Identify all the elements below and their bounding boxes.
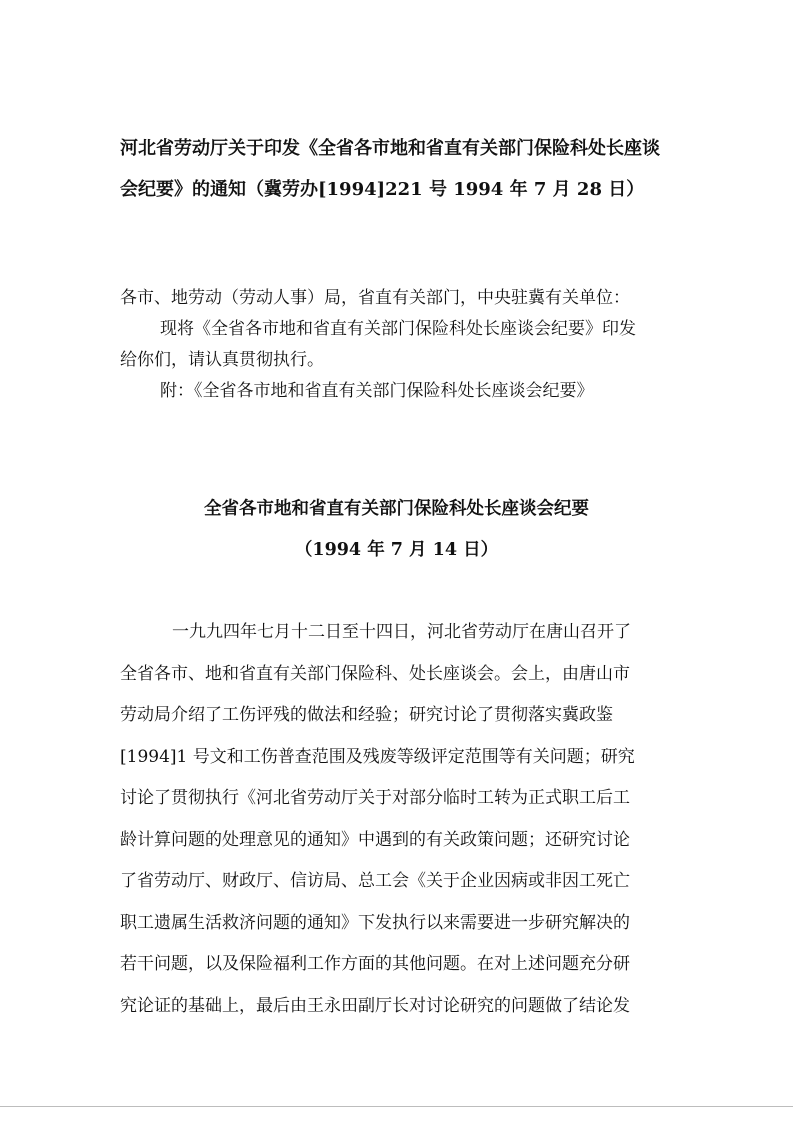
minutes-heading (0, 489, 793, 571)
body-line: 全省各市、地和省直有关部门保险科、处长座谈会。会上，由唐山市 (120, 663, 630, 684)
minutes-date: （1994 年 7 月 14 日） (294, 540, 499, 560)
body-line: [1994]1 号文和工伤普查范围及残废等级评定范围等有关问题；研究 (120, 746, 635, 767)
body-line: 了省劳动厅、财政厅、信访局、总工会《关于企业因病或非因工死亡 (120, 871, 630, 891)
body-line: 若干问题，以及保险福利工作方面的其他问题。在对上述问题充分研 (120, 954, 630, 974)
minutes-body (120, 612, 680, 1027)
document-title-line-2: 会纪要》的通知（冀劳办[1994]221 号 1994 年 7 月 28 日） (120, 179, 645, 200)
notice-paragraph-line-1: 现将《全省各市地和省直有关部门保险科处长座谈会纪要》印发 (160, 319, 636, 339)
notice-section (120, 283, 680, 407)
notice-attachment: 附：《全省各市地和省直有关部门保险科处长座谈会纪要》 (160, 381, 594, 401)
body-line: 劳动局介绍了工伤评残的做法和经验；研究讨论了贯彻落实冀政鉴 (120, 705, 613, 725)
body-line: 职工遗属生活救济问题的通知》下发执行以来需要进一步研究解决的 (120, 912, 630, 933)
page-bottom-divider (0, 1106, 793, 1107)
body-line: 究论证的基础上，最后由王永田副厅长对讨论研究的问题做了结论发 (120, 995, 630, 1016)
notice-salutation: 各市、地劳动（劳动人事）局，省直有关部门，中央驻冀有关单位： (120, 288, 630, 308)
document-title-line-1: 河北省劳动厅关于印发《全省各市地和省直有关部门保险科处长座谈 (120, 138, 660, 159)
body-line: 讨论了贯彻执行《河北省劳动厅关于对部分临时工转为正式职工后工 (120, 788, 630, 808)
document-title (120, 128, 680, 210)
notice-paragraph-line-2: 给你们，请认真贯彻执行。 (120, 350, 324, 370)
body-line: 一九九四年七月十二日至十四日，河北省劳动厅在唐山召开了 (172, 622, 631, 642)
body-line: 龄计算问题的处理意见的通知》中遇到的有关政策问题；还研究讨论 (120, 829, 630, 850)
minutes-title: 全省各市地和省直有关部门保险科处长座谈会纪要 (204, 499, 589, 519)
